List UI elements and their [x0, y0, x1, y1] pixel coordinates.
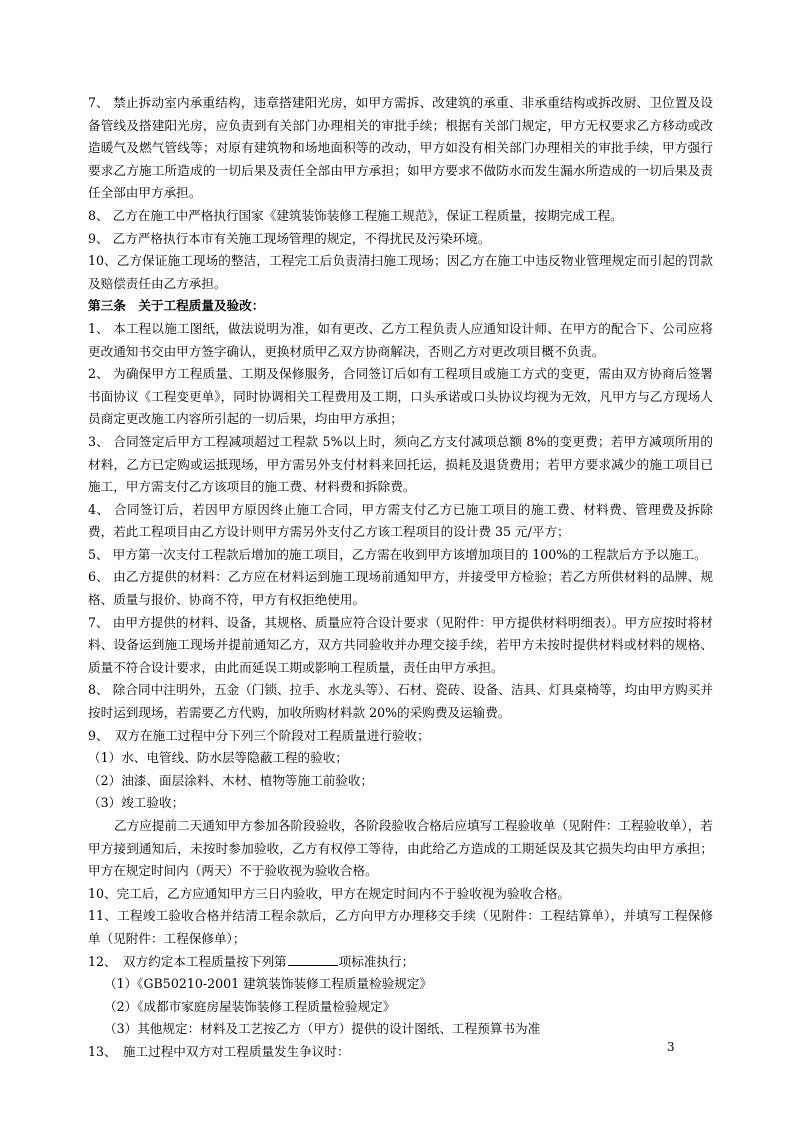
page-number: 3 [667, 1040, 675, 1054]
paragraph: （2）油漆、面层涂料、木材、植物等施工前验收； [88, 772, 374, 788]
paragraph: 10、完工后，乙方应通知甲方三日内验收，甲方在规定时间内不于验收视为验收合格。 [88, 885, 570, 901]
standard-item: （2）《成都市家庭房屋装饰装修工程质量检验规定》 [104, 998, 396, 1014]
clause-12-after: 项标准执行； [338, 953, 415, 969]
clause-12 [88, 951, 713, 974]
clause-12-before: 12、 双方约定本工程质量按下列第 [88, 953, 287, 969]
paragraph: 1、 本工程以施工图纸，做法说明为准，如有更改、乙方工程负责人应通知设计师、在甲方的配合下、公司应将更改通知书交由甲方签字确认，更换材质甲乙双方协商解决，否则乙方对更改项目概不负责。 [88, 320, 713, 359]
paragraph: 8、 除合同中注明外，五金（门锁、拉手、水龙头等）、石材、瓷砖、设备、洁具、灯具桌椅等，均由甲方购买并按时运到现场，若需要乙方代购，加收所购材料款 20%的采购费及运输费。 [88, 682, 713, 721]
paragraph: 7、 由甲方提供的材料、设备，其规格、质量应符合设计要求（见附件：甲方提供材料明细表）。甲方应按时将材料、设备运到施工现场并提前通知乙方，双方共同验收并办理交接手续，若甲方未按时提供材料或材料的规格、质量不符合设计要求，由此而延误工期或影响工程质量，责任由甲方承担。 [88, 614, 713, 675]
paragraph: 4、 合同签订后，若因甲方原因终止施工合同，甲方需支付乙方已施工项目的施工费、材料费、管理费及拆除费，若此工程项目由乙方设计则甲方需另外支付乙方该工程项目的设计费 35 元/平方； [88, 501, 713, 540]
paragraph: 7、 禁止拆动室内承重结构，违章搭建阳光房，如甲方需拆、改建筑的承重、非承重结构或拆改厨、卫位置及设备管线及搭建阳光房，应负责到有关部门办理相关的审批手续；根据有关部门规定，甲方无权要求乙方移动或改造暖气及燃气管线等；对原有建筑物和场地面积等的改动，甲方如没有相关部门办理相关的审批手续，甲方强行要求乙方施工所造成的一切后果及责任全部由甲方承担；如甲方要求不做防水而发生漏水所造成的一切后果及责任全部由甲方承担。 [88, 95, 713, 201]
standard-item: （3）其他规定：材料及工艺按乙方（甲方）提供的设计图纸、工程预算书为准 [104, 1021, 541, 1037]
paragraph: 9、 双方在施工过程中分下列三个阶段对工程质量进行验收； [88, 727, 430, 743]
paragraph-list [88, 92, 713, 951]
standard-item: （1）《GB50210-2001 建筑装饰装修工程质量检验规定》 [104, 976, 433, 992]
paragraph: （1）水、电管线、防水层等隐蔽工程的验收； [88, 750, 348, 766]
document-body [88, 92, 713, 1064]
paragraph: 9、 乙方严格执行本市有关施工现场管理的规定，不得扰民及污染环境。 [88, 230, 491, 246]
paragraph: 3、 合同签定后甲方工程减项超过工程款 5%以上时，须向乙方支付减项总额 8%的变更费；若甲方减项所用的材料，乙方已定购或运抵现场，甲方需另外支付材料来回托运，损耗及退货费用；若甲方要求减少的施工项目已施工，甲方需支付乙方该项目的施工费、材料费和拆除费。 [88, 433, 713, 495]
section-heading: 第三条 关于工程质量及验改： [88, 298, 265, 314]
blank-field[interactable] [288, 951, 338, 966]
paragraph: 5、 甲方第一次支付工程款后增加的施工项目，乙方需在收到甲方该增加项目的 100%的工程款后方予以施工。 [88, 546, 707, 562]
paragraph: 11、工程竣工验收合格并结清工程余款后，乙方向甲方办理移交手续（见附件：工程结算单），并填写工程保修单（见附件：工程保修单）； [88, 908, 713, 946]
paragraph: 乙方应提前二天通知甲方参加各阶段验收，各阶段验收合格后应填写工程验收单（见附件：工程验收单），若甲方接到通知后，未按时参加验收，乙方有权停工等待，由此给乙方造成的工期延误及其它损失均由甲方承担；甲方在规定时间内（两天）不于验收视为验收合格。 [88, 818, 713, 879]
paragraph: 10、乙方保证施工现场的整洁，工程完工后负责清扫施工现场；因乙方在施工中违反物业管理规定而引起的罚款及赔偿责任由乙方承担。 [88, 253, 713, 291]
paragraph: 2、 为确保甲方工程质量、工期及保修服务，合同签订后如有工程项目或施工方式的变更，需由双方协商后签署书面协议《工程变更单》，同时协调相关工程费用及工期，口头承诺或口头协议均视为无效，凡甲方与乙方现场人员商定更改施工内容所引起的一切后果，均由甲方承担； [88, 366, 713, 427]
clause-13: 13、 施工过程中双方对工程质量发生争议时： [88, 1043, 350, 1059]
paragraph: 8、 乙方在施工中严格执行国家《建筑装饰装修工程施工规范》，保证工程质量，按期完成工程。 [88, 207, 623, 223]
paragraph: （3）竣工验收； [88, 795, 185, 811]
paragraph: 6、 由乙方提供的材料：乙方应在材料运到施工现场前通知甲方，并接受甲方检验；若乙方所供材料的品牌、规格、质量与报价、协商不符，甲方有权拒绝使用。 [88, 569, 713, 608]
